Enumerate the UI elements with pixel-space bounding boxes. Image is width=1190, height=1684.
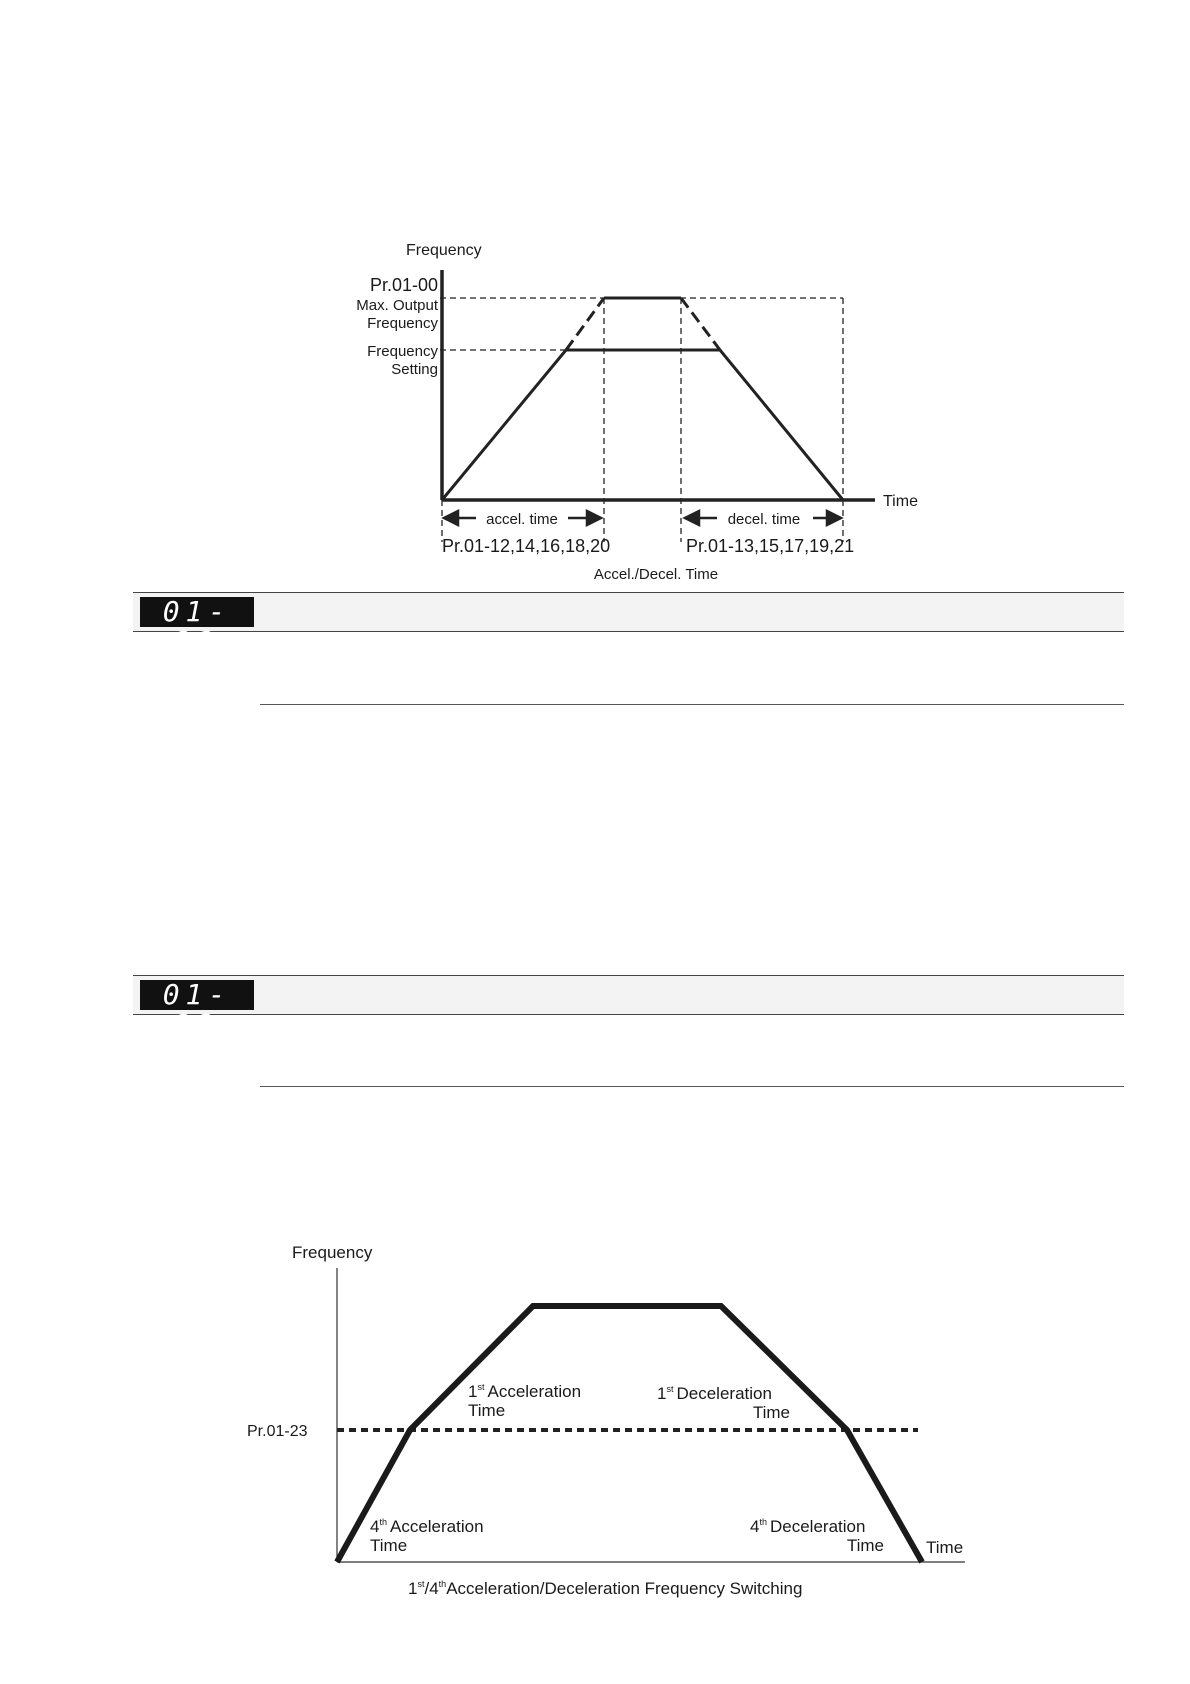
max-freq-label-2: Frequency [367, 315, 438, 332]
param-01-22-divider [260, 704, 1124, 705]
decel-label: decel. time [727, 511, 801, 528]
x-axis-label: Time [926, 1538, 964, 1557]
freq-setting-label-1: Frequency [367, 343, 438, 360]
decel-params: Pr.01-13,15,17,19,21 [686, 536, 855, 556]
max-freq-ramp [566, 298, 720, 350]
accel-label: accel. time [486, 511, 558, 528]
y-axis-label: Frequency [292, 1243, 373, 1262]
fourth-accel-label [370, 1517, 484, 1555]
frequency-curve [442, 350, 843, 500]
param-01-22-header [133, 592, 1124, 658]
svg-text:1stDeceleration: 1st Deceleration [657, 1384, 772, 1403]
accel-params: Pr.01-12,14,16,18,20 [442, 536, 611, 556]
svg-text:4thAcceleration: 4th Acceleration [370, 1517, 484, 1536]
y-axis-label: Frequency [406, 242, 482, 259]
max-freq-param: Pr.01-00 [369, 275, 438, 295]
guide-lines [440, 298, 843, 542]
svg-text:1stAcceleration: 1st Acceleration [468, 1382, 582, 1401]
param-01-23-header [133, 975, 1124, 1041]
param-01-23-divider [260, 1086, 1124, 1087]
x-axis-label: Time [883, 493, 918, 510]
accel-decel-time-diagram [0, 0, 1190, 600]
max-freq-label-1: Max. Output [356, 297, 438, 314]
svg-text:Time: Time [468, 1401, 506, 1420]
accel-switching-diagram [0, 1220, 1190, 1620]
fourth-decel-label [750, 1517, 884, 1555]
svg-text:4thDeceleration: 4th Deceleration [750, 1517, 866, 1536]
diagram2-caption: 1st/4thAcceleration/Deceleration Frequency Switching [408, 1579, 803, 1598]
diagram1-caption: Accel./Decel. Time [593, 566, 719, 583]
svg-text:Time: Time [370, 1536, 408, 1555]
param-code-display [140, 595, 254, 658]
param-code: 01-23 [162, 978, 232, 1041]
first-decel-label [657, 1384, 790, 1422]
svg-text:Time: Time [752, 1403, 790, 1422]
param-code: 01-22 [162, 595, 232, 658]
freq-setting-label-2: Setting [391, 361, 438, 378]
first-accel-label [468, 1382, 581, 1420]
svg-text:Time: Time [846, 1536, 884, 1555]
threshold-label: Pr.01-23 [247, 1423, 308, 1440]
param-code-display [140, 978, 254, 1041]
